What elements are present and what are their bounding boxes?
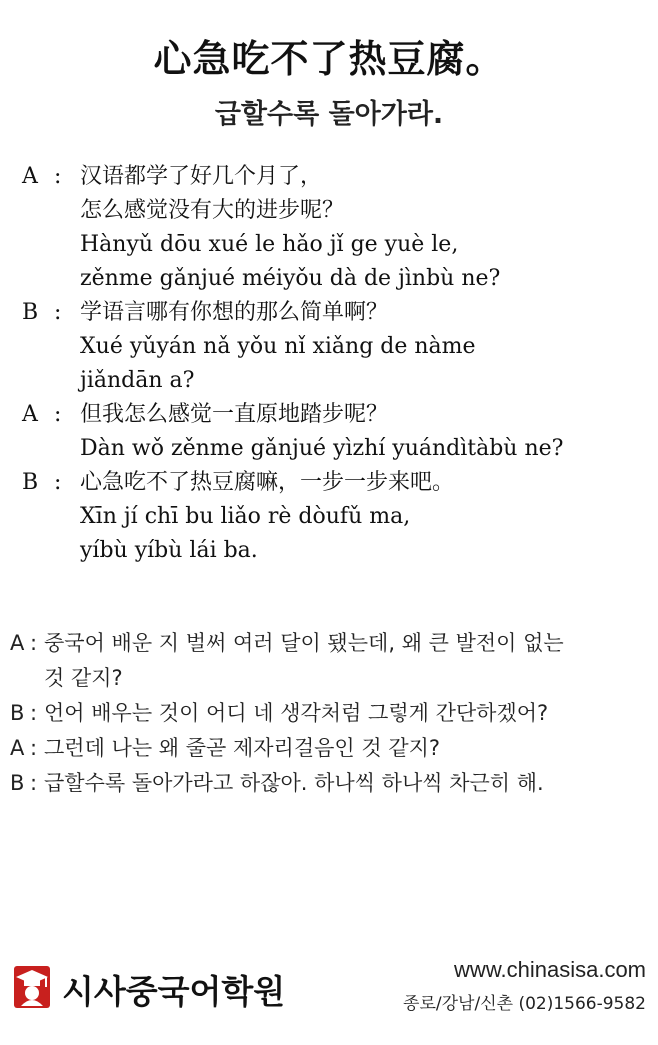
dialogue-text: 学语言哪有你想的那么简单啊？ xyxy=(80,300,389,325)
dialogue-pinyin: Xīn jí chī bu liǎo rè dòufǔ ma, xyxy=(80,504,411,529)
dialogue-line xyxy=(22,296,652,330)
dialogue-line xyxy=(22,432,652,466)
dialogue-line xyxy=(22,364,652,398)
speaker-label: B xyxy=(22,300,39,325)
speaker-colon: : xyxy=(30,701,38,725)
chinese-dialogue xyxy=(22,160,652,568)
translation-line xyxy=(10,766,655,801)
speaker-colon: : xyxy=(54,300,62,325)
dialogue-line xyxy=(22,160,652,194)
speaker-label: A xyxy=(22,402,38,427)
translation-text: 그런데 나는 왜 줄곧 제자리걸음인 것 같지? xyxy=(44,736,441,760)
dialogue-line xyxy=(22,500,652,534)
dialogue-line xyxy=(22,330,652,364)
speaker-colon: : xyxy=(30,771,38,795)
speaker-label: A xyxy=(22,164,38,189)
translation-line xyxy=(10,731,655,766)
dialogue-line xyxy=(22,194,652,228)
page-title: 心急吃不了热豆腐。 xyxy=(153,37,505,81)
translation-line xyxy=(10,661,655,696)
speaker-colon: : xyxy=(54,402,62,427)
translation-text: 급할수록 돌아가라고 하잖아. 하나씩 하나씩 차근히 해. xyxy=(44,771,544,795)
dialogue-pinyin: yíbù yíbù lái ba. xyxy=(80,538,258,563)
translation-text: 중국어 배운 지 벌써 여러 달이 됐는데, 왜 큰 발전이 없는 xyxy=(44,631,564,655)
speaker-label: B xyxy=(10,701,25,725)
speaker-label: A xyxy=(10,631,25,655)
dialogue-line xyxy=(22,534,652,568)
speaker-label: B xyxy=(10,771,25,795)
contact-info: 종로/강남/신촌 (02)1566-9582 xyxy=(403,994,646,1014)
website-link[interactable]: www.chinasisa.com xyxy=(454,957,646,982)
dialogue-line xyxy=(22,262,652,296)
page-subtitle: 급할수록 돌아가라. xyxy=(214,99,444,130)
brand-name: 시사중국어학원 xyxy=(62,972,286,1011)
dialogue-line xyxy=(22,466,652,500)
dialogue-pinyin: jiǎndān a? xyxy=(80,368,195,393)
dialogue-text: 怎么感觉没有大的进步呢？ xyxy=(80,198,345,223)
speaker-colon: : xyxy=(30,631,38,655)
speaker-label: A xyxy=(10,736,25,760)
dialogue-pinyin: Xué yǔyán nǎ yǒu nǐ xiǎng de nàme xyxy=(80,334,476,359)
dialogue-line xyxy=(22,398,652,432)
speaker-colon: : xyxy=(54,164,62,189)
translation-line xyxy=(10,626,655,661)
dialogue-pinyin: Dàn wǒ zěnme gǎnjué yìzhí yuándìtàbù ne? xyxy=(80,436,564,461)
dialogue-text: 但我怎么感觉一直原地踏步呢？ xyxy=(80,402,389,427)
dialogue-text: 汉语都学了好几个月了， xyxy=(80,164,323,189)
korean-translation xyxy=(10,626,655,801)
graduate-cap-logo-icon xyxy=(12,962,52,1010)
speaker-colon: : xyxy=(30,736,38,760)
translation-text: 언어 배우는 것이 어디 네 생각처럼 그렇게 간단하겠어? xyxy=(44,701,549,725)
speaker-label: B xyxy=(22,470,39,495)
translation-line xyxy=(10,696,655,731)
footer xyxy=(0,954,658,1024)
speaker-colon: : xyxy=(54,470,62,495)
dialogue-line xyxy=(22,228,652,262)
dialogue-pinyin: zěnme gǎnjué méiyǒu dà de jìnbù ne? xyxy=(80,266,501,291)
dialogue-pinyin: Hànyǔ dōu xué le hǎo jǐ ge yuè le, xyxy=(80,232,459,257)
dialogue-text: 心急吃不了热豆腐嘛，一步一步来吧。 xyxy=(80,470,455,495)
translation-text: 것 같지? xyxy=(44,666,123,690)
